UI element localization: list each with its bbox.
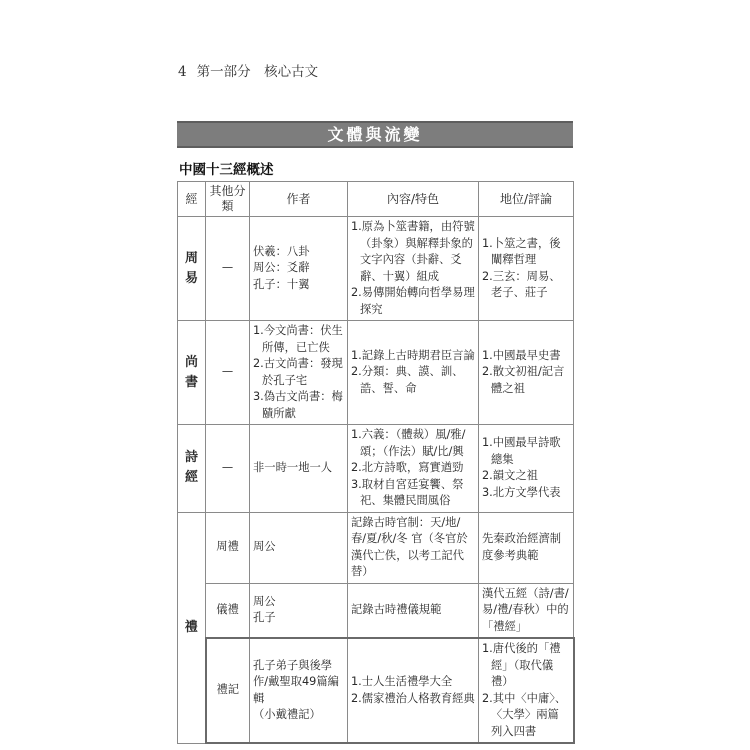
- table-row: [178, 425, 574, 513]
- status-cell: 1.唐代後的「禮經」（取代儀禮） 2.其中〈中庸〉、〈大學〉兩篇列入四書: [479, 638, 574, 743]
- table-row: [178, 583, 574, 638]
- table-title: 中國十三經概述: [179, 162, 274, 178]
- content-cell: 記錄古時禮儀規範: [348, 583, 479, 638]
- table-row: [178, 321, 574, 425]
- other-category: —: [206, 425, 250, 513]
- classic-name-li: 禮: [178, 512, 206, 743]
- classic-name-shijing: 詩經: [178, 425, 206, 513]
- content-cell: 1.士人生活禮學大全 2.儒家禮治人格教育經典: [348, 638, 479, 743]
- page-number: 4: [178, 64, 187, 80]
- author-cell: 孔子弟子與後學作/戴聖取49篇編輯 （小戴禮記）: [250, 638, 348, 743]
- status-cell: 1.中國最早史書 2.散文初祖/記言體之祖: [479, 321, 574, 425]
- author-cell: 1.今文尚書：伏生所傳，已亡佚 2.古文尚書：發現於孔子宅 3.偽古文尚書：梅賾所獻: [250, 321, 348, 425]
- table-row: [178, 512, 574, 583]
- author-cell: 非一時一地一人: [250, 425, 348, 513]
- classic-name-shangshu: 尚書: [178, 321, 206, 425]
- status-cell: 先秦政治經濟制度參考典範: [479, 512, 574, 583]
- col-header-status: 地位/評論: [479, 182, 574, 217]
- col-header-other-category: 其他分類: [206, 182, 250, 217]
- col-header-author: 作者: [250, 182, 348, 217]
- classic-name-zhouyi: 周易: [178, 217, 206, 321]
- status-cell: 漢代五經（詩/書/易/禮/春秋）中的「禮經」: [479, 583, 574, 638]
- sub-classic-yili: 儀禮: [206, 583, 250, 638]
- table-header-row: [178, 182, 574, 217]
- author-cell: 周公: [250, 512, 348, 583]
- col-header-classic: 經: [178, 182, 206, 217]
- status-cell: 1.卜筮之書，後闡釋哲理 2.三玄：周易、老子、莊子: [479, 217, 574, 321]
- other-category: —: [206, 217, 250, 321]
- part-label: 第一部分 核心古文: [196, 64, 319, 80]
- status-cell: 1.中國最早詩歌總集 2.韻文之祖 3.北方文學代表: [479, 425, 574, 513]
- author-cell: 伏羲：八卦 周公：爻辭 孔子：十翼: [250, 217, 348, 321]
- running-header: [178, 60, 318, 80]
- sub-classic-zhouli: 周禮: [206, 512, 250, 583]
- content-cell: 1.六義：（體裁）風/雅/頌；（作法）賦/比/興 2.北方詩歌，寫實遒勁 3.取材自宮廷宴饗、祭祀、集體民間風俗: [348, 425, 479, 513]
- table-row: [178, 217, 574, 321]
- content-cell: 1.記錄上古時期君臣言論 2.分類：典、謨、訓、誥、誓、命: [348, 321, 479, 425]
- author-cell: 周公 孔子: [250, 583, 348, 638]
- sub-classic-liji: 禮記: [206, 638, 250, 743]
- section-title: 文體與流變: [177, 121, 573, 148]
- content-cell: 1.原為卜筮書籍，由符號（卦象）與解釋卦象的文字內容（卦辭、爻辭、十翼）組成 2.易傳開始轉向哲學易理探究: [348, 217, 479, 321]
- thirteen-classics-table: [177, 181, 575, 744]
- col-header-content: 內容/特色: [348, 182, 479, 217]
- table-row: [178, 638, 574, 743]
- other-category: —: [206, 321, 250, 425]
- content-cell: 記錄古時官制：天/地/春/夏/秋/冬 官（冬官於漢代亡佚，以考工記代替）: [348, 512, 479, 583]
